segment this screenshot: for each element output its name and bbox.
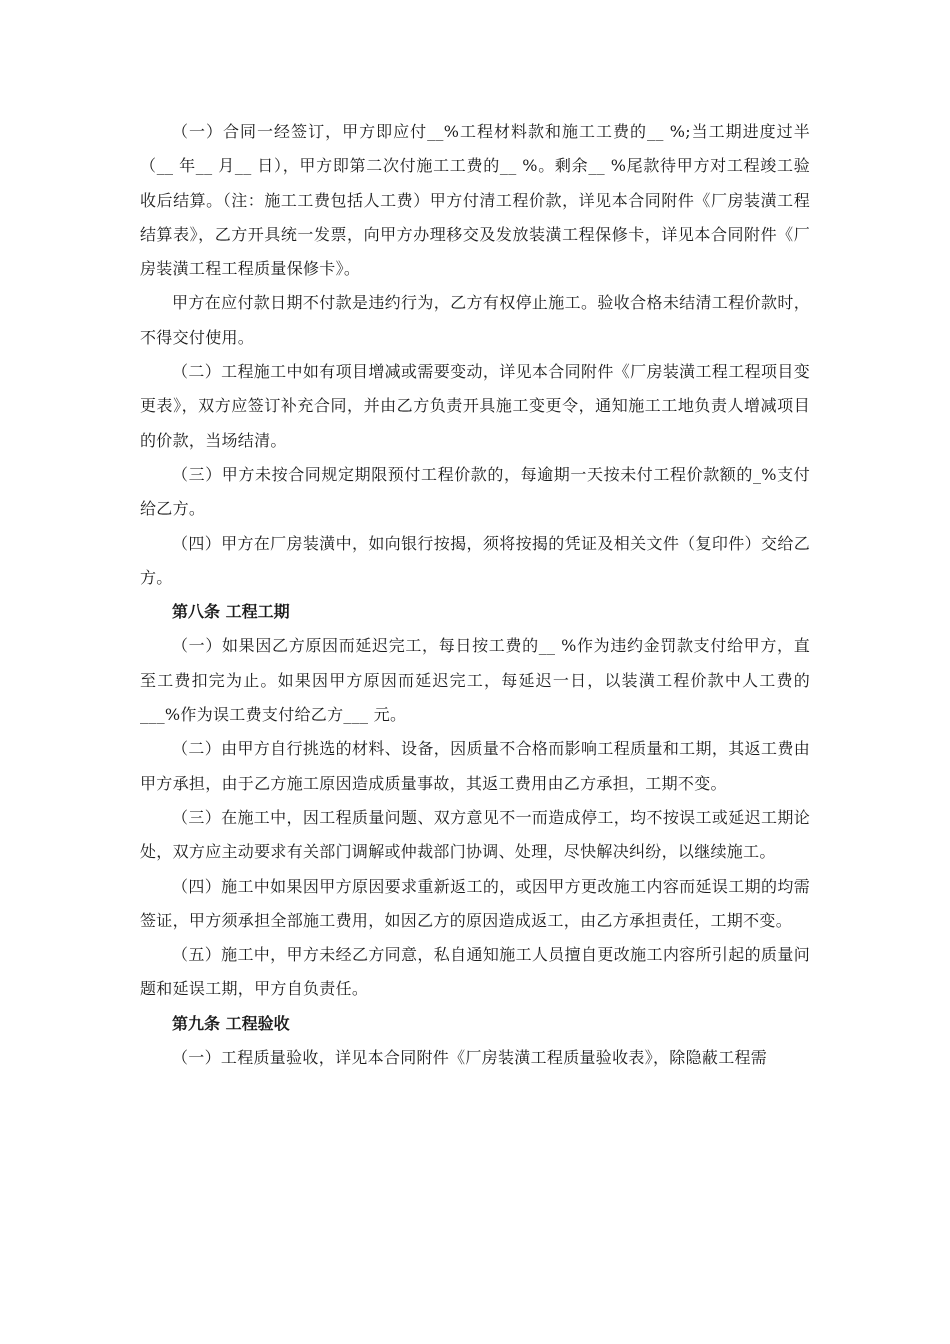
clause-7-1-paragraph: （一）合同一经签订，甲方即应付__%工程材料款和施工工费的__ %;当工期进度过半（__ 年__ 月__ 日），甲方即第二次付施工工费的__ %。剩余__ %尾款待甲方对工程竣工验收后结算。（注：施工工费包括人工费）甲方付清工程价款，详见本合同附件《厂房装潢工程结算表》，乙方开具统一发票，向甲方办理移交及发放装潢工程保修卡，详见本合同附件《厂房装潢工程工程质量保修卡》。 xyxy=(140,122,810,279)
article-9-heading: 第九条 工程验收 xyxy=(172,1013,290,1033)
clause-8-3-paragraph: （三）在施工中，因工程质量问题、双方意见不一而造成停工，均不按误工或延迟工期论处，双方应主动要求有关部门调解或仲裁部门协调、处理，尽快解决纠纷，以继续施工。 xyxy=(140,807,810,862)
clause-7-2-paragraph: （二）工程施工中如有项目增减或需要变动，详见本合同附件《厂房装潢工程工程项目变更表》，双方应签订补充合同，并由乙方负责开具施工变更令，通知施工工地负责人增减项目的价款，当场结清。 xyxy=(140,362,810,450)
clause-9-1-paragraph: （一）工程质量验收，详见本合同附件《厂房装潢工程质量验收表》，除隐蔽工程需 xyxy=(172,1048,768,1068)
clause-7-3-paragraph: （三）甲方未按合同规定期限预付工程价款的，每逾期一天按未付工程价款额的_%支付给乙方。 xyxy=(140,464,810,519)
clause-8-5-paragraph: （五）施工中，甲方未经乙方同意，私自通知施工人员擅自更改施工内容所引起的质量问题和延误工期，甲方自负责任。 xyxy=(140,945,810,999)
clause-7-4-paragraph: （四）甲方在厂房装潢中，如向银行按揭，须将按揭的凭证及相关文件（复印件）交给乙方。 xyxy=(140,533,810,587)
clause-8-1-paragraph: （一）如果因乙方原因而延迟完工，每日按工费的__ %作为违约金罚款支付给甲方，直至工费扣完为止。如果因甲方原因而延迟完工，每延迟一日，以装潢工程价款中人工费的___%作为误工费支付给乙方___ 元。 xyxy=(140,636,810,725)
clause-8-4-paragraph: （四）施工中如果因甲方原因要求重新返工的，或因甲方更改施工内容而延误工期的均需签证，甲方须承担全部施工费用，如因乙方的原因造成返工，由乙方承担责任，工期不变。 xyxy=(140,876,810,930)
clause-7-payment-note-paragraph: 甲方在应付款日期不付款是违约行为，乙方有权停止施工。验收合格未结清工程价款时，不得交付使用。 xyxy=(140,293,810,347)
article-8-heading: 第八条 工程工期 xyxy=(172,602,290,622)
clause-8-2-paragraph: （二）由甲方自行挑选的材料、设备，因质量不合格而影响工程质量和工期，其返工费由甲方承担，由于乙方施工原因造成质量事故，其返工费用由乙方承担，工期不变。 xyxy=(140,739,810,793)
document-page xyxy=(140,115,810,1075)
